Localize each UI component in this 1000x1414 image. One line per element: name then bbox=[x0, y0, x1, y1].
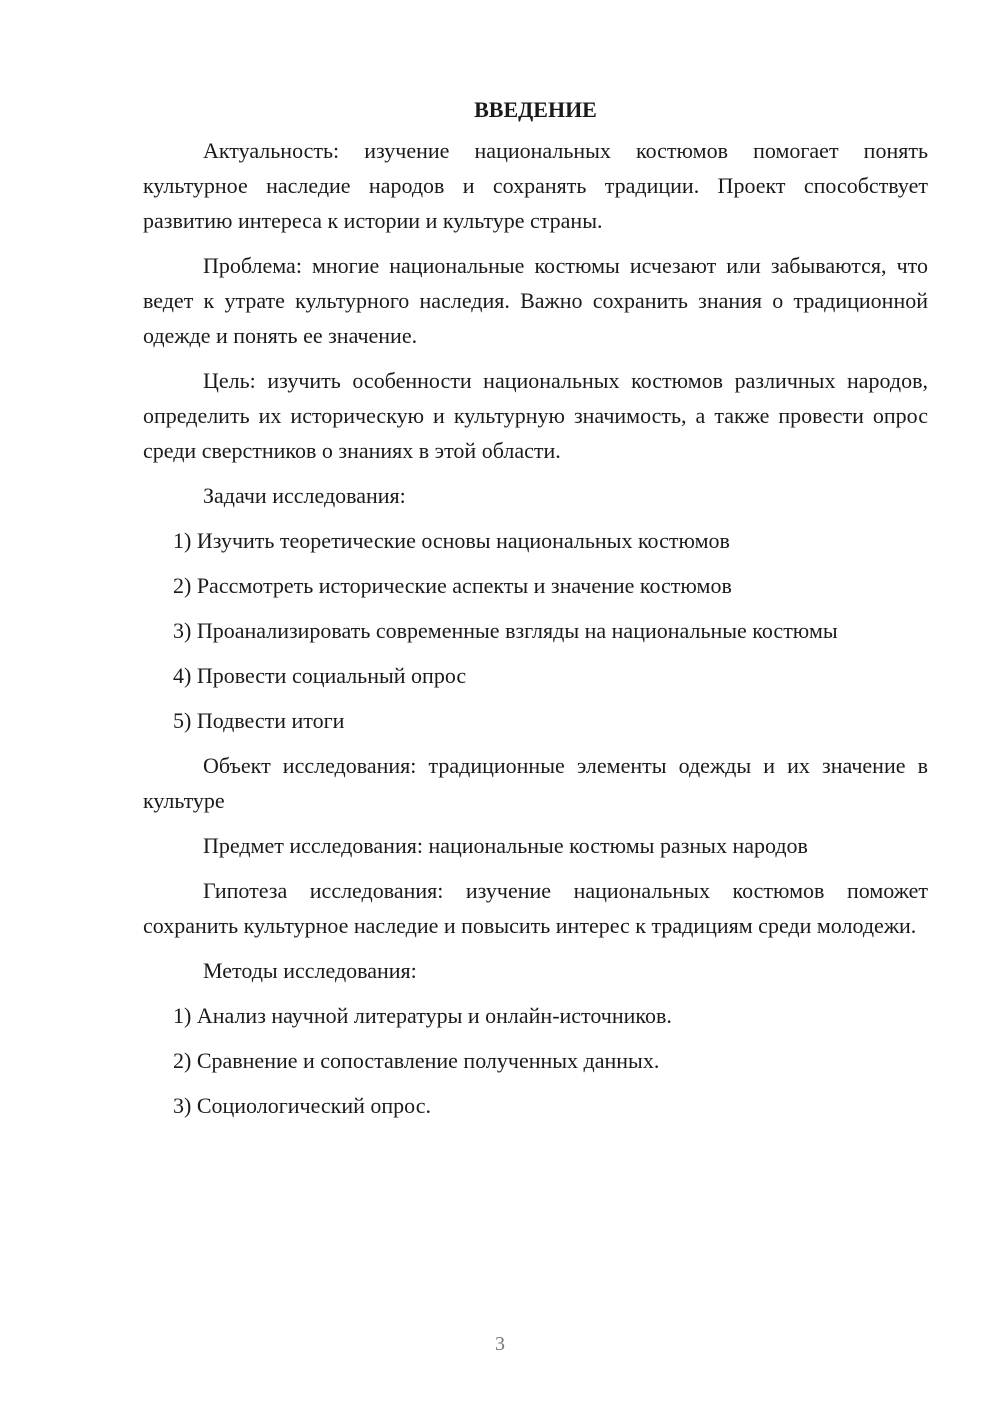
page-number: 3 bbox=[495, 1333, 505, 1355]
method-item-1: 1) Анализ научной литературы и онлайн-источников. bbox=[173, 1003, 672, 1028]
task-item-1: 1) Изучить теоретические основы национальных костюмов bbox=[173, 528, 730, 553]
task-item-4: 4) Провести социальный опрос bbox=[173, 663, 467, 688]
method-item-3: 3) Социологический опрос. bbox=[173, 1093, 431, 1118]
paragraph-tasks-heading: Задачи исследования: bbox=[203, 483, 406, 508]
task-item-2: 2) Рассмотреть исторические аспекты и значение костюмов bbox=[173, 573, 732, 598]
section-title: ВВЕДЕНИЕ bbox=[474, 97, 597, 122]
paragraph-problem: Проблема: многие национальные костюмы исчезают или забываются, что ведет к утрате культурного наследия. Важно сохранить знания о традиционной одежде и понять ее значение. bbox=[143, 253, 928, 348]
paragraph-relevance: Актуальность: изучение национальных костюмов помогает понять культурное наследие народов и сохранять традиции. Проект способствует развитию интереса к истории и культуре страны. bbox=[143, 138, 928, 233]
task-item-5: 5) Подвести итоги bbox=[173, 708, 345, 733]
task-item-3: 3) Проанализировать современные взгляды на национальные костюмы bbox=[173, 618, 838, 643]
paragraph-subject: Предмет исследования: национальные костюмы разных народов bbox=[203, 833, 808, 858]
document-body bbox=[143, 92, 928, 1133]
method-item-2: 2) Сравнение и сопоставление полученных данных. bbox=[173, 1048, 660, 1073]
paragraph-object: Объект исследования: традиционные элементы одежды и их значение в культуре bbox=[143, 753, 928, 813]
paragraph-hypothesis: Гипотеза исследования: изучение национальных костюмов поможет сохранить культурное наследие и повысить интерес к традициям среди молодежи. bbox=[143, 878, 928, 938]
paragraph-methods-heading: Методы исследования: bbox=[203, 958, 417, 983]
paragraph-goal: Цель: изучить особенности национальных костюмов различных народов, определить их историческую и культурную значимость, а также провести опрос среди сверстников о знаниях в этой области. bbox=[143, 368, 928, 463]
